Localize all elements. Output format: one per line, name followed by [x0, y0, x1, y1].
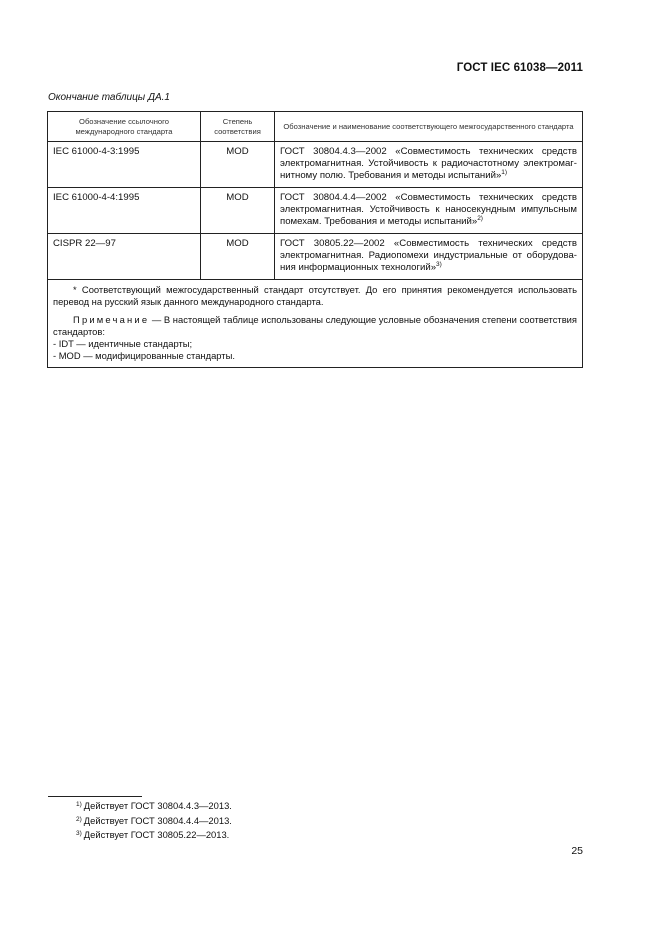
footnote-text: Действует ГОСТ 30804.4.3—2013. — [83, 800, 232, 811]
desc-text: ГОСТ 30805.22—2002 «Совместимость технических средств электромагнитная. Радиопомехи индустриальные от оборудования информационных технологий» — [280, 238, 577, 273]
table-row — [48, 142, 583, 188]
footnote-ref: 3) — [436, 261, 442, 268]
note-label: Примечание — [73, 314, 150, 325]
cell-degree: MOD — [201, 142, 275, 188]
table-row — [48, 188, 583, 234]
document-header: ГОСТ IEC 61038—2011 — [456, 62, 583, 74]
standards-table — [47, 111, 583, 368]
footnote — [76, 799, 232, 814]
footnote-ref: 2) — [477, 215, 483, 222]
list-item: - MOD — модифицированные стандарты. — [53, 350, 235, 361]
footnote — [76, 814, 232, 829]
table-row — [48, 234, 583, 280]
page-number: 25 — [571, 845, 583, 857]
footnote — [76, 828, 232, 843]
footnote-divider — [48, 796, 142, 797]
desc-text: ГОСТ 30804.4.3—2002 «Совместимость технических средств электромагнитная. Устойчивость к радиочастотному электромагнитному полю. Требования и методы испытаний» — [280, 146, 577, 181]
cell-desc — [275, 234, 583, 280]
footnote-mark: 2) — [76, 815, 82, 823]
footnote-ref: 1) — [501, 169, 508, 176]
asterisk-note: * Соответствующий межгосударственный стандарт отсутствует. До его принятия рекомендуется использовать перевод на русский язык данного международного стандарта. — [53, 284, 577, 307]
table-header-row — [48, 112, 583, 142]
table-caption: Окончание таблицы ДА.1 — [48, 92, 170, 103]
column-header-ref: Обозначение ссылочного международного стандарта — [48, 112, 201, 142]
cell-degree: MOD — [201, 234, 275, 280]
footnotes — [76, 799, 232, 843]
footnote-text: Действует ГОСТ 30804.4.4—2013. — [83, 814, 232, 826]
cell-ref: IEC 61000-4-3:1995 — [48, 142, 201, 188]
column-header-degree: Степень соответствия — [201, 112, 275, 142]
cell-ref: CISPR 22—97 — [48, 234, 201, 280]
cell-desc — [275, 142, 583, 188]
note-paragraph — [53, 314, 577, 338]
footnote-mark: 3) — [76, 830, 82, 837]
footnote-mark: 1) — [76, 801, 82, 808]
desc-text: ГОСТ 30804.4.4—2002 «Совместимость технических средств электромагнитная. Устойчивость к наносекундным импульсным помехам. Требования и методы испытаний» — [280, 192, 577, 227]
table-notes-row — [48, 280, 583, 368]
cell-degree: MOD — [201, 188, 275, 234]
cell-desc — [275, 188, 583, 234]
list-item: - IDT — идентичные стандарты; — [53, 338, 193, 349]
column-header-desc: Обозначение и наименование соответствующего межгосударственного стандарта — [275, 112, 583, 142]
table-notes — [48, 280, 583, 368]
cell-ref: IEC 61000-4-4:1995 — [48, 188, 201, 234]
note-text: — В настоящей таблице использованы следующие условные обозначения степени соответствия стандартов: — [53, 314, 577, 337]
footnote-text: Действует ГОСТ 30805.22—2013. — [83, 829, 230, 840]
